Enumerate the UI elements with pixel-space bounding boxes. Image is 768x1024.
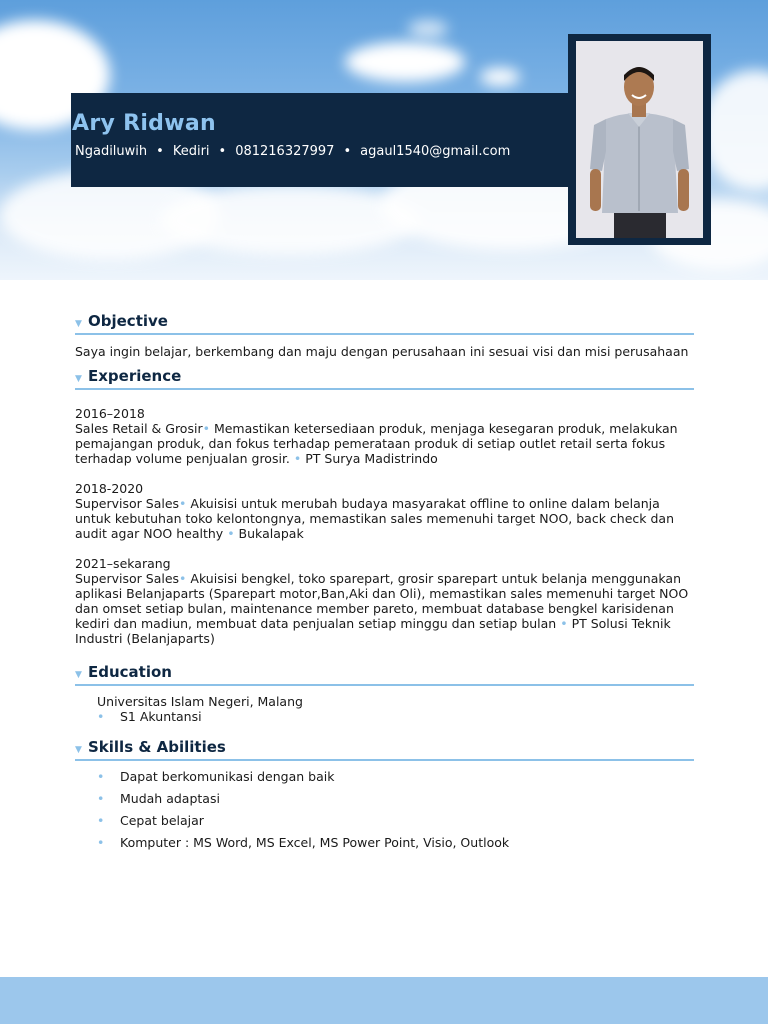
separator-dot: • — [343, 144, 352, 159]
experience-section — [75, 365, 694, 646]
skill-text: Cepat belajar — [120, 813, 204, 828]
skill-text: Dapat berkomunikasi dengan baik — [120, 769, 335, 784]
separator-dot: • — [179, 496, 187, 511]
name-bar — [71, 93, 570, 187]
section-header — [75, 736, 694, 761]
education-section — [75, 661, 694, 724]
experience-role: Supervisor Sales — [75, 571, 180, 586]
separator-dot: • — [156, 144, 164, 159]
cloud — [480, 68, 520, 86]
objective-text: Saya ingin belajar, berkembang dan maju dengan perusahaan ini sesuai visi dan misi perusahaan — [75, 344, 689, 359]
contact-line — [75, 144, 510, 159]
profile-photo — [576, 41, 703, 238]
skill-text: Komputer : MS Word, MS Excel, MS Power Point, Visio, Outlook — [120, 835, 510, 850]
experience-item — [75, 406, 694, 466]
header-banner — [0, 0, 768, 280]
contact-phone: 081216327997 — [235, 144, 335, 159]
objective-section — [75, 310, 694, 359]
separator-dot: • — [202, 421, 210, 436]
list-item — [75, 813, 694, 828]
section-triangle-icon: ▼ — [75, 319, 82, 329]
section-title: Experience — [88, 367, 182, 385]
profile-photo-frame — [568, 34, 711, 245]
experience-company: Bukalapak — [238, 526, 304, 541]
bullet-icon: • — [97, 813, 105, 828]
separator-dot: • — [218, 144, 227, 159]
bullet-icon: • — [97, 769, 105, 784]
separator-dot: • — [560, 616, 568, 631]
list-item — [75, 791, 694, 806]
skills-section — [75, 736, 694, 850]
experience-description: Memastikan ketersediaan produk, menjaga kesegaran produk, melakukan pemajangan produk, dan fokus terhadap pemerataan produk di setiap outlet retail serta fokus terhadap volume penjualan grosir. — [75, 421, 678, 466]
experience-item — [75, 556, 694, 646]
experience-period: 2018-2020 — [75, 481, 144, 496]
bullet-icon: • — [97, 709, 105, 724]
bullet-icon: • — [97, 791, 105, 806]
section-header — [75, 661, 694, 686]
section-triangle-icon: ▼ — [75, 374, 82, 384]
experience-description: Akuisisi untuk merubah budaya masyarakat offline to online dalam belanja untuk kebutuhan toko kelontongnya, memastikan sales memenuhi target NOO, back check dan audit agar NOO healthy — [75, 496, 674, 541]
cloud — [408, 20, 448, 38]
section-title: Skills & Abilities — [88, 738, 226, 756]
cloud — [345, 42, 465, 82]
section-title: Objective — [88, 312, 168, 330]
experience-period: 2021–sekarang — [75, 556, 171, 571]
cloud — [160, 185, 420, 255]
contact-email: agaul1540@gmail.com — [360, 144, 511, 159]
contact-city: Kediri — [172, 144, 210, 159]
section-header — [75, 365, 694, 390]
list-item — [75, 709, 694, 724]
footer-bar — [0, 977, 768, 1024]
experience-item — [75, 481, 694, 541]
list-item — [75, 769, 694, 784]
resume-body — [75, 310, 694, 857]
experience-period: 2016–2018 — [75, 406, 145, 421]
list-item — [75, 835, 694, 850]
experience-description: Akuisisi bengkel, toko sparepart, grosir sparepart untuk belanja menggunakan aplikasi Belanjaparts (Sparepart motor,Ban,Aki dan Oli), memastikan sales memenuhi target NOO dan omset setiap bulan, maintenance member pareto, membuat database bengkel karisidenan kediri dan madiun, membuat data penjualan setiap minggu dan setiap bulan — [75, 571, 689, 631]
experience-company: PT Surya Madistrindo — [305, 451, 438, 466]
education-degree: S1 Akuntansi — [120, 709, 202, 724]
experience-role: Sales Retail & Grosir — [75, 421, 203, 436]
separator-dot: • — [227, 526, 235, 541]
skill-text: Mudah adaptasi — [120, 791, 220, 806]
separator-dot: • — [293, 451, 302, 466]
section-triangle-icon: ▼ — [75, 670, 82, 680]
person-name: Ary Ridwan — [72, 111, 216, 136]
bullet-icon: • — [97, 835, 105, 850]
experience-role: Supervisor Sales — [75, 496, 180, 511]
education-list — [75, 709, 694, 724]
person-photo-illustration — [576, 41, 703, 238]
section-title: Education — [88, 663, 172, 681]
skills-list — [75, 769, 694, 850]
contact-village: Ngadiluwih — [75, 144, 148, 159]
section-triangle-icon: ▼ — [75, 745, 82, 755]
education-school: Universitas Islam Negeri, Malang — [97, 694, 303, 709]
section-header — [75, 310, 694, 335]
experience-company: PT Solusi Teknik Industri (Belanjaparts) — [75, 616, 671, 646]
separator-dot: • — [179, 571, 187, 586]
